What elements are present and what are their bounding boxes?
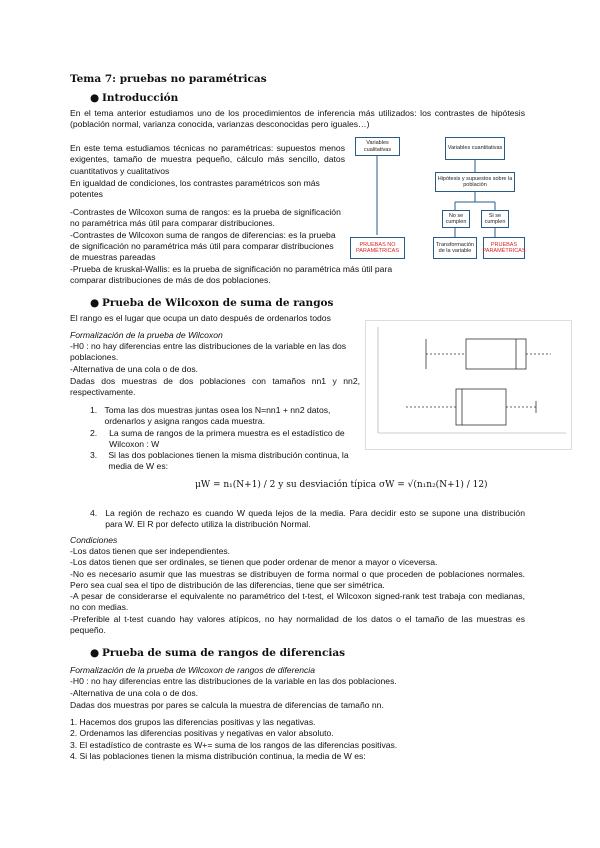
step-text: Si las dos poblaciones tienen la misma distribución continua, la media de W es:	[108, 450, 349, 472]
list-item: -Contrastes de Wilcoxon suma de rangos: es la prueba de significación no paramétrica más útil para comparar distribuciones.	[70, 207, 341, 229]
step-item	[90, 450, 360, 473]
condiciones-title: Condiciones	[70, 535, 118, 545]
step-text: La suma de rangos de la primera muestra es el estadístico de Wilcoxon : W	[109, 427, 345, 449]
step-item	[90, 405, 360, 428]
alternativa-diferencias: -Alternativa de una cola o de dos.	[70, 688, 199, 698]
condition-item: -No es necesario asumir que las muestras se distribuyen de forma normal o que proceden de poblaciones normales. Pero sea cual sea el tipo de distribución de las diferencias, tiene que ser simétrica.	[70, 568, 525, 590]
step-item	[90, 428, 360, 451]
node-variables-cualitativas: Variables cualitativas	[355, 137, 400, 156]
section-heading-diferencias	[70, 648, 345, 659]
section-heading-wilcoxon	[70, 298, 333, 309]
step-item: 2. Ordenamos las diferencias positivas y negativas en valor absoluto.	[70, 728, 334, 739]
step-number: 3.	[90, 450, 98, 461]
list-item: -Contrastes de Wilcoxon suma de rangos de diferencias: es la prueba de significación no paramétrica más útil para comparar distribuciones de muestras pareadas	[70, 229, 336, 263]
intro-paragraph-2: En este tema estudiamos técnicas no paramétricas: supuestos menos exigentes, tamaño de muestra pequeño, cálculo más sencillo, datos cuantitativos y cualitativos	[70, 143, 345, 176]
formalizacion-title: Formalización de la prueba de Wilcoxon	[70, 330, 223, 340]
rango-definition: El rango es el lugar que ocupa un dato después de ordenarlos todos	[70, 313, 331, 323]
flow-diagram	[345, 132, 530, 267]
alternativa: -Alternativa de una cola o de dos.	[70, 364, 199, 374]
wilcoxon-steps	[90, 405, 360, 473]
node-no-cumplen: No se cumplen	[442, 210, 470, 228]
bullet-icon: ●	[90, 647, 100, 659]
step-4	[90, 508, 525, 531]
formula-mean-sd	[195, 480, 488, 491]
intro-paragraph-3: En igualdad de condiciones, los contrastes paramétricos son más potentes	[70, 178, 320, 200]
node-hipotesis: Hipótesis y supuestos sobre la población	[435, 172, 515, 192]
node-pruebas-no-parametricas: PRUEBAS NO PARAMÉTRICAS	[350, 237, 405, 259]
step-number: 4.	[90, 508, 98, 518]
h0-diferencias: -H0 : no hay diferencias entre las distribuciones de la variable en las dos poblaciones.	[70, 676, 397, 686]
boxplot-svg	[366, 321, 571, 449]
node-pruebas-parametricas: PRUEBAS PARAMÉTRICAS	[483, 237, 525, 259]
h0-statement: -H0 : no hay diferencias entre las distribuciones de la variable en las dos poblaciones.	[70, 341, 347, 363]
condition-item: -Los datos tienen que ser ordinales, se tienen que poder ordenar de menor a mayor o viceversa.	[70, 557, 438, 568]
node-transformacion: Transformación de la variable	[433, 237, 477, 259]
heading-text: Prueba de Wilcoxon de suma de rangos	[102, 297, 334, 309]
condiciones-list	[70, 546, 525, 636]
node-si-cumplen: Si se cumplen	[481, 210, 509, 228]
formula-sigma: σW = √(n₁n₂(N+1) / 12)	[378, 480, 488, 490]
formula-mu: μW = n₁(N+1) / 2	[195, 480, 276, 490]
step-number: 1.	[90, 405, 98, 415]
condition-item: -Los datos tienen que ser independientes.	[70, 546, 231, 556]
step-item: 1. Hacemos dos grupos las diferencias positivas y las negativas.	[70, 717, 316, 727]
step-item: 3. El estadístico de contraste es W+= suma de los rangos de las diferencias positivas.	[70, 739, 398, 750]
list-item: -Prueba de kruskal-Wallis: es la prueba de significación no paramétrica más útil para comparar distribuciones de más de dos poblaciones.	[70, 264, 393, 286]
heading-text: Prueba de suma de rangos de diferencias	[102, 647, 346, 659]
step-number: 2.	[90, 427, 98, 438]
step-text: Toma las dos muestras juntas osea los N=nn1 + nn2 datos, ordenarlos y asigna rangos cada muestra.	[104, 405, 331, 427]
page-title: Tema 7: pruebas no paramétricas	[70, 73, 267, 85]
diferencias-steps	[70, 717, 525, 762]
heading-text: Introducción	[102, 92, 179, 104]
step-text: La región de rechazo es cuando W queda lejos de la media. Para decidir esto se supone una distribución para W. El R por defecto utiliza la distribución Normal.	[105, 508, 525, 530]
formalizacion-diferencias-title: Formalización de la prueba de Wilcoxon de rangos de diferencia	[70, 665, 315, 675]
step-item: 4. Si las poblaciones tienen la misma distribución continua, la media de W es:	[70, 750, 366, 761]
boxplot-figure	[365, 320, 572, 450]
condition-item: -A pesar de considerarse el equivalente no paramétrico del t-test, el Wilcoxon signed-rank test trabaja con medianas, no con medias.	[70, 591, 525, 613]
dadas-muestras: Dadas dos muestras de dos poblaciones con tamaños nn1 y nn2, respectivamente.	[70, 376, 360, 398]
formula-mid-text: y su desviación típica	[278, 480, 377, 490]
intro-paragraph-1: En el tema anterior estudiamos uno de los procedimientos de inferencia más utilizados: los contrastes de hipótesis (población normal, varianza conocida, varianzas desconocidas pero iguales…)	[70, 108, 525, 130]
intro-list	[70, 207, 345, 263]
section-heading-intro	[70, 93, 178, 104]
bullet-icon: ●	[90, 297, 100, 309]
dadas-diferencias: Dadas dos muestras por pares se calcula la muestra de diferencias de tamaño nn.	[70, 700, 384, 710]
condition-item: -Preferible al t-test cuando hay valores atípicos, no hay normalidad de los datos o el tamaño de las muestras es pequeño.	[70, 613, 525, 636]
bullet-icon: ●	[90, 92, 100, 104]
node-variables-cuantitativas: Variables cuantitativas	[445, 137, 505, 160]
